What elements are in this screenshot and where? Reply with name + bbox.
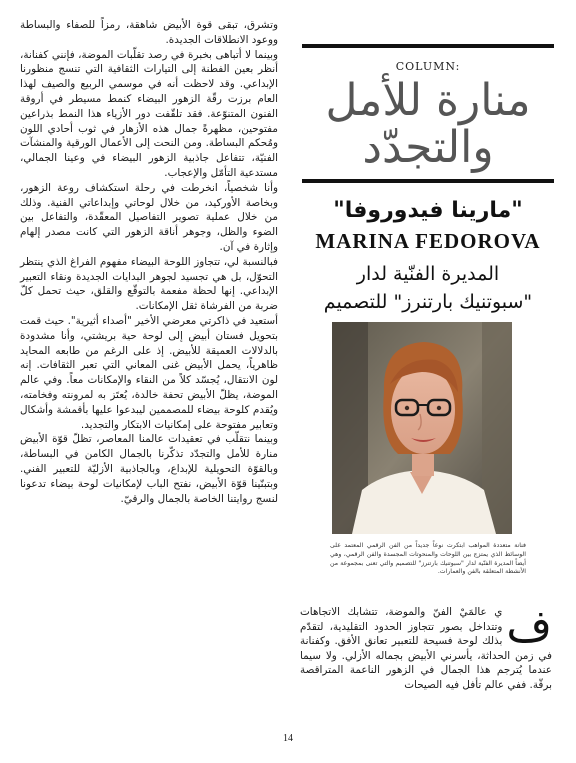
left-article-column [20, 18, 278, 506]
photo-caption: فنانة متعددة المواهب ابتكرت نوعاً جديداً من الفن الرقمي المعتمد على الوسائط الذي يمتزج بين اللوحات والمنحوتات المجسدة والفن الرقمي، وهي أيضاً المديرة الفنّية لدار "سبوتنيك بارتنرز" للتصميم والتي تعنى بمجموعة من الأنشطة المتعلقة بالفن والعمارات. [330, 542, 526, 576]
column-header [302, 30, 554, 316]
right-article-column [300, 601, 552, 693]
paragraph: فبالنسبة لي، تتجاوز اللوحة البيضاء مفهوم الفراغ الذي ينتظر التحوّل، بل هي تجسيد لجوهر البدايات الجديدة ونقاء التعبير الإبداعي. إنها لحظة مفعمة بالتوقّع والقلق، حيث تحمل كلّ ضربة من الفرشاة ثقل الإمكانات. [20, 255, 278, 313]
column-label: COLUMN: [395, 60, 461, 73]
paragraph: وتشرق، تبقى قوة الأبيض شاهقة، رمزاً للصفاء والبساطة ووعود الانطلاقات الجديدة. [20, 19, 278, 46]
role-line: المديرة الفنّية لدار [356, 263, 500, 285]
author-name-arabic: "مارينا فيدوروفا" [333, 198, 523, 223]
drop-cap: ف [506, 601, 552, 652]
paragraph: وأنا شخصياً، انخرطت في رحلة استكشاف روعة الزهور، وبخاصة الأوركيد، من خلال لوحاتي وإبداعاتي الفنية. وذلك من خلال عملية تصوير التفاصيل المعقّدة، والتفاعل بين الضوء والظل، وجوهر أناقة الزهور التي كانت مصدر إلهام وإثارة في آن. [20, 181, 278, 253]
mid-rule [302, 179, 554, 183]
paragraph: أستعيد في ذاكرتي معرضي الأخير "أصداء أثيرية". حيث قمت بتحويل فستان أبيض إلى لوحة حية بريشتي، وأنا مشدودة بالدلالات العميقة للأبيض. إذ على الرغم من طابعه المحايد ظاهرياً، يحمل الأبيض غنى المعاني التي تعبر الثقافات. إنه لون الانتقال، يُجسّد كلاً من النقاء والإمكانات معاً. وفي عالم الموضة، يظلّ الأبيض تحفة خالدة، يُعتَز به لمرونته وفخامته، ويُقدم كلوحة بيضاء للمصممين ليبدعوا عليها بأقمشة وأشكال وتعابير مفتوحة على إمكانيات الابتكار والتجديد. [20, 314, 278, 431]
portrait-image [332, 322, 512, 534]
author-name-english: MARINA FEDOROVA [315, 229, 541, 253]
headline [302, 77, 554, 171]
author-portrait [332, 322, 512, 534]
paragraph: وبينما نتقلّب في تعقيدات عالمنا المعاصر، تظلّ قوّة الأبيض منارة للأمل والتجدّد تذكّرنا بالجمال الكامن في البساطة، وبالقوّة التحويلية للإبداع، وبالجاذبية الأزليّة للتعبير الفني. وبتبنّينا قوّة الأبيض، نفتح الباب لإمكانيات لوحة بيضاء تدعونا لنسج روايتنا الخاصة بالجمال والرقيّ. [20, 433, 278, 505]
page-number: 14 [283, 733, 293, 744]
author-role [302, 260, 554, 316]
paragraph: ي عالمَيْ الفنّ والموضة، تتشابك الاتجاهات وتتداخل بصور تتجاوز الحدود التقليدية، لتقدّم بذلك لوحة فسيحة للتعبير تعانق الأفق. وكفنانة في زمن الحداثة، يأسرني الأبيض بجماله الأزلي. ولا سيما عندما يُترجم هذا الجمال في الزهور الناعمة المتراقصة برقّة. ففي عالم تأفل فيه الصيحات [300, 606, 552, 691]
role-line: "سبوتنيك بارتنرز" للتصميم [323, 291, 533, 313]
headline-line: والتجدّد [362, 122, 494, 173]
headline-line: منارة للأمل [325, 75, 531, 126]
paragraph: وبينما لا أتباهى بخبرة في رصد تقلّبات الموضة، فإنني كفنانة، أنظر بعين الفطنة إلى التيارات الثقافية التي تنسج منظورنا الإبداعي. وقد لاحظت أنه في موسمي الربيع والصيف لهذا العام برزت رقّة الزهور البيضاء كنمط مسيطر في أروقة الفنون المتنوّعة. فقد تلقّفت دور الأزياء هذا النمط بذراعين مفتوحين، مظهرةً جمال هذه الأزهار في ثوب أحادي اللون ومُحكم البساطة. ومن النحت إلى الأعمال الورقية والمنشآت الفنيّة، تتفاعل جاذبية الزهور البيضاء في وعينا الجمالي، مستدعية التأمّل والإعجاب. [20, 48, 278, 179]
top-rule [302, 44, 554, 48]
